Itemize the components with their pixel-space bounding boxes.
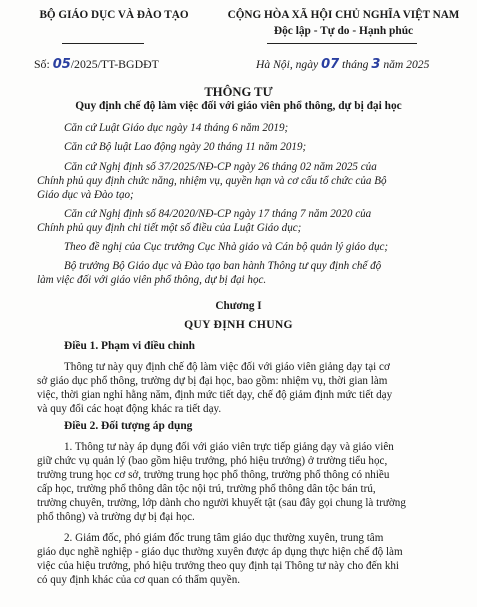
preamble-line: Căn cứ Nghị định số 84/2020/NĐ-CP ngày 17 tháng 7 năm 2020 của xyxy=(64,208,372,220)
article-line: phổ thông) và trường dự bị đại học. xyxy=(37,511,195,523)
national-motto: Độc lập - Tự do - Hạnh phúc xyxy=(273,25,414,37)
preamble-line: Bộ trưởng Bộ Giáo dục và Đào tạo ban hành Thông tư quy định chế độ xyxy=(64,260,382,272)
chapter-label: Chương I xyxy=(215,300,262,312)
doc-number-handwritten: 05 xyxy=(52,57,71,72)
preamble-line: làm việc đối với giáo viên phổ thông, dự bị đại học. xyxy=(37,274,267,286)
article-line: trường trung học cơ sở, trường trung học phổ thông, trường phổ thông có nhiều xyxy=(37,469,390,481)
date-day-handwritten: 07 xyxy=(321,57,340,72)
date-month-handwritten: 3 xyxy=(371,57,381,72)
issue-date xyxy=(256,57,429,72)
date-year: năm 2025 xyxy=(380,58,430,71)
article-line: có quy định khác của cơ quan có thẩm quyền. xyxy=(37,574,241,586)
document-number xyxy=(34,57,159,72)
country-name: CỘNG HÒA XÃ HỘI CHỦ NGHĨA VIỆT NAM xyxy=(227,9,460,21)
article-line: việc, thời gian nghỉ hằng năm, định mức tiết dạy, chế độ giảm định mức tiết dạy xyxy=(37,389,393,401)
article-line: giữ chức vụ quản lý (bao gồm hiệu trưởng, phó hiệu trưởng) ở trường tiểu học, xyxy=(37,455,388,467)
date-prefix: Hà Nội, ngày xyxy=(256,58,322,71)
document-type: THÔNG TƯ xyxy=(204,85,273,99)
article-line: 2. Giám đốc, phó giám đốc trung tâm giáo dục thường xuyên, trung tâm xyxy=(64,532,384,544)
article-line: giáo dục nghề nghiệp - giáo dục thường xuyên được áp dụng thực hiện chế độ làm xyxy=(37,546,403,558)
motto-underline xyxy=(267,43,417,44)
article-line: trường chuyên, trường, lớp dành cho người khuyết tật (sau đây gọi chung là trường xyxy=(37,497,406,509)
article-line: Thông tư này quy định chế độ làm việc đối với giáo viên giảng dạy tại cơ xyxy=(64,361,390,373)
preamble-line: Chính phủ quy định chức năng, nhiệm vụ, quyền hạn và cơ cấu tổ chức của Bộ xyxy=(37,175,387,187)
preamble-line: Theo đề nghị của Cục trưởng Cục Nhà giáo và Cán bộ quản lý giáo dục; xyxy=(64,241,389,253)
preamble-line: Chính phủ quy định chi tiết một số điều của Luật Giáo dục; xyxy=(37,222,302,234)
article-line: cấp học, trường phổ thông dân tộc nội trú, trường phổ thông dân tộc bán trú, xyxy=(37,483,376,495)
article-2-title: Điều 2. Đối tượng áp dụng xyxy=(64,420,193,432)
article-1-title: Điều 1. Phạm vi điều chỉnh xyxy=(64,340,196,352)
article-line: sở giáo dục phổ thông, trường dự bị đại học, bao gồm: nhiệm vụ, thời gian làm xyxy=(37,375,388,387)
article-line: 1. Thông tư này áp dụng đối với giáo viên trực tiếp giảng dạy và giáo viên xyxy=(64,441,394,453)
article-line: việc của hiệu trưởng, phó hiệu trưởng theo quy định tại Thông tư này cho đến khi xyxy=(37,560,399,572)
date-month-label: tháng xyxy=(339,58,372,71)
preamble-line: Căn cứ Nghị định số 37/2025/NĐ-CP ngày 26 tháng 02 năm 2025 của xyxy=(64,161,377,173)
document-subject: Quy định chế độ làm việc đối với giáo viên phổ thông, dự bị đại học xyxy=(75,100,402,112)
preamble-line: Giáo dục và Đào tạo; xyxy=(37,189,134,201)
chapter-title: QUY ĐỊNH CHUNG xyxy=(184,318,293,331)
preamble-line: Căn cứ Bộ luật Lao động ngày 20 tháng 11 năm 2019; xyxy=(64,141,307,153)
article-line: và quy đổi các hoạt động khác ra tiết dạy. xyxy=(37,403,222,415)
ministry-name: BỘ GIÁO DỤC VÀ ĐÀO TẠO xyxy=(39,9,189,21)
doc-number-suffix: /2025/TT-BGDĐT xyxy=(70,57,159,71)
preamble-line: Căn cứ Luật Giáo dục ngày 14 tháng 6 năm 2019; xyxy=(64,122,289,134)
doc-number-prefix: Số: xyxy=(34,57,53,71)
ministry-underline xyxy=(62,43,144,44)
